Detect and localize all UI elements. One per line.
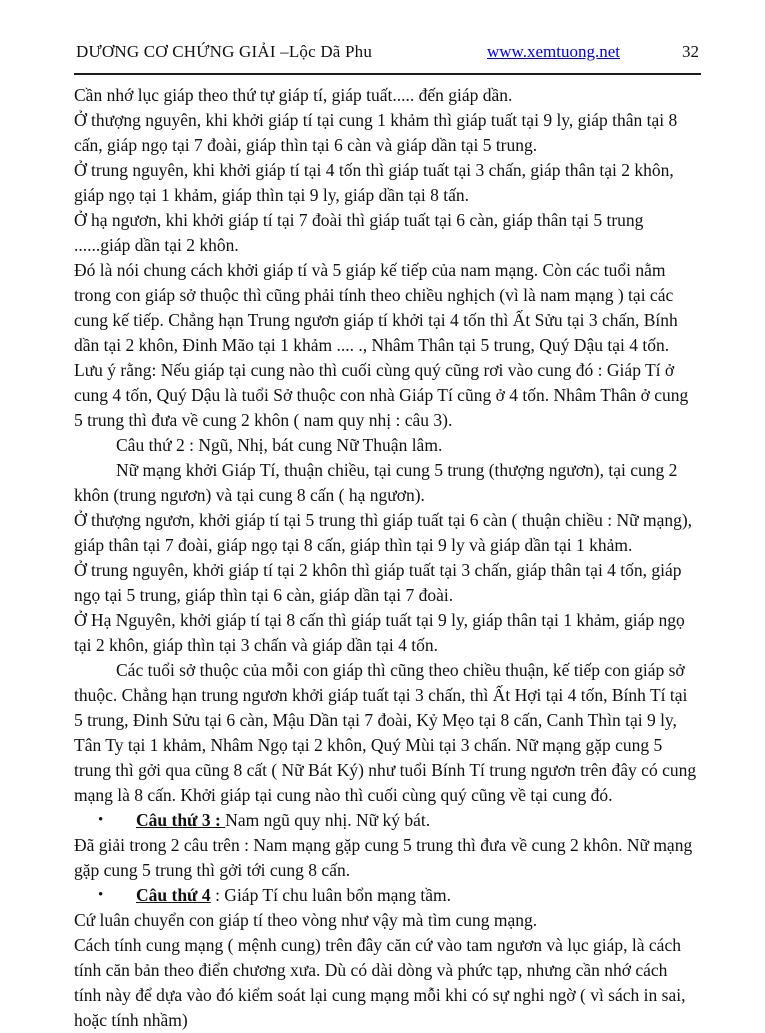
bullet-rest-text: Nam ngũ quy nhị. Nữ ký bát.	[225, 810, 431, 830]
paragraph: Ở trung nguyên, khởi giáp tí tại 2 khôn thì giáp tuất tại 3 chấn, giáp thân tại 4 tốn, giáp ngọ tại 5 trung, giáp thìn tại 6 càn, giáp dần tại 7 đoài.	[74, 560, 682, 605]
paragraph: Ở thượng ngươn, khởi giáp tí tại 5 trung thì giáp tuất tại 6 càn ( thuận chiều : Nữ mạng), giáp thân tại 7 đoài, giáp ngọ tại 8 cấn, giáp thìn tại 9 ly và giáp dần tại 1 khảm.	[74, 510, 693, 555]
paragraph: Cần nhớ lục giáp theo thứ tự giáp tí, giáp tuất..... đến giáp dần.	[74, 85, 513, 105]
document-title: DƯƠNG CƠ CHỨNG GIẢI –Lộc Dã Phu	[76, 42, 373, 61]
bullet-icon: •	[98, 887, 104, 903]
paragraph: Đã giải trong 2 câu trên : Nam mạng gặp cung 5 trung thì đưa về cung 2 khôn. Nữ mạng gặp cung 5 trung thì gởi tới cung 8 cấn.	[74, 835, 693, 880]
header-divider	[74, 73, 701, 75]
website-link[interactable]: www.xemtuong.net	[487, 42, 620, 61]
paragraph: Ở trung nguyên, khi khởi giáp tí tại 4 tốn thì giáp tuất tại 3 chấn, giáp thân tại 2 khôn, giáp ngọ tại 1 khảm, giáp thìn tại 9 ly, giáp dần tại 8 tấn.	[74, 160, 674, 205]
page-number: 32	[682, 42, 699, 61]
paragraph: Cách tính cung mạng ( mệnh cung) trên đây căn cứ vào tam ngươn và lục giáp, là cách tính căn bản theo điển chương xưa. Dù có dài dòng và phức tạp, nhưng cần nhớ cách tính này để dựa vào đó kiểm soát lại cung mạng mỗi khi có sự nghi ngờ ( vì sách in sai, hoặc tính nhầm)	[74, 935, 686, 1030]
paragraph: Ở hạ ngươn, khi khởi giáp tí tại 7 đoài thì giáp tuất tại 6 càn, giáp thân tại 5 trung ......giáp dần tại 2 khôn.	[74, 210, 644, 255]
paragraph: Câu thứ 2 : Ngũ, Nhị, bát cung Nữ Thuận lâm.	[116, 435, 443, 455]
bullet-item	[74, 808, 699, 833]
paragraph: Cứ luân chuyển con giáp tí theo vòng như vậy mà tìm cung mạng.	[74, 910, 538, 930]
paragraph: Ở thượng nguyên, khi khởi giáp tí tại cung 1 khảm thì giáp tuất tại 9 ly, giáp thân tại 8 cấn, giáp ngọ tại 7 đoài, giáp thìn tại 6 càn và giáp dần tại 5 trung.	[74, 110, 678, 155]
bullet-lead-label: Câu thứ 3 :	[136, 810, 226, 830]
paragraph: Đó là nói chung cách khởi giáp tí và 5 giáp kế tiếp của nam mạng. Còn các tuổi nằm trong con giáp sở thuộc thì cũng phải tính theo chiều nghịch (vì là nam mạng ) tại các cung kế tiếp. Chẳng hạn Trung ngươn giáp tí khởi tại 4 tốn thì Ất Sửu tại 3 chấn, Bính dần tại 2 khôn, Đinh Mão tại 1 khảm .... ., Nhâm Thân tại 5 trung, Quý Dậu tại 4 tốn. Lưu ý rằng: Nếu giáp tại cung nào thì cuối cùng quý cũng rơi vào cung đó : Giáp Tí ở cung 4 tốn, Quý Dậu là tuổi Sở thuộc con nhà Giáp Tí cũng ở 4 tốn. Nhâm Thân ở cung 5 trung thì đưa về cung 2 khôn ( nam quy nhị : câu 3).	[74, 260, 689, 430]
bullet-rest-text: : Giáp Tí chu luân bổn mạng tầm.	[210, 885, 451, 905]
page-header	[74, 42, 699, 62]
bullet-paragraph	[116, 883, 699, 908]
bullet-lead-label: Câu thứ 4	[136, 885, 211, 905]
paragraph: Nữ mạng khởi Giáp Tí, thuận chiều, tại cung 5 trung (thượng ngươn), tại cung 2 khôn (trung ngươn) và tại cung 8 cấn ( hạ ngươn).	[74, 460, 678, 505]
bullet-paragraph	[116, 808, 699, 833]
document-body	[74, 83, 699, 1033]
paragraph: Ở Hạ Nguyên, khởi giáp tí tại 8 cấn thì giáp tuất tại 9 ly, giáp thân tại 1 khảm, giáp ngọ tại 2 khôn, giáp thìn tại 3 chấn và giáp dần tại 4 tốn.	[74, 610, 685, 655]
bullet-item	[74, 883, 699, 908]
paragraph: Các tuổi sở thuộc của mỗi con giáp thì cũng theo chiều thuận, kế tiếp con giáp sở thuộc. Chẳng hạn trung ngươn khởi giáp tuất tại 3 chấn, thì Ất Hợi tại 4 tốn, Bính Tí tại 5 trung, Đinh Sửu tại 6 càn, Mậu Dần tại 7 đoài, Kỷ Mẹo tại 8 cấn, Canh Thìn tại 9 ly, Tân Ty tại 1 khảm, Nhâm Ngọ tại 2 khôn, Quý Mùi tại 3 chấn. Nữ mạng gặp cung 5 trung thì gởi qua cũng 8 cất ( Nữ Bát Ký) như tuổi Bính Tí trung ngươn trên đây có cung mạng là 8 cấn. Khởi giáp tại cung nào thì cuối cùng quý cũng về tại cung đó.	[74, 660, 697, 805]
bullet-icon: •	[98, 812, 104, 828]
